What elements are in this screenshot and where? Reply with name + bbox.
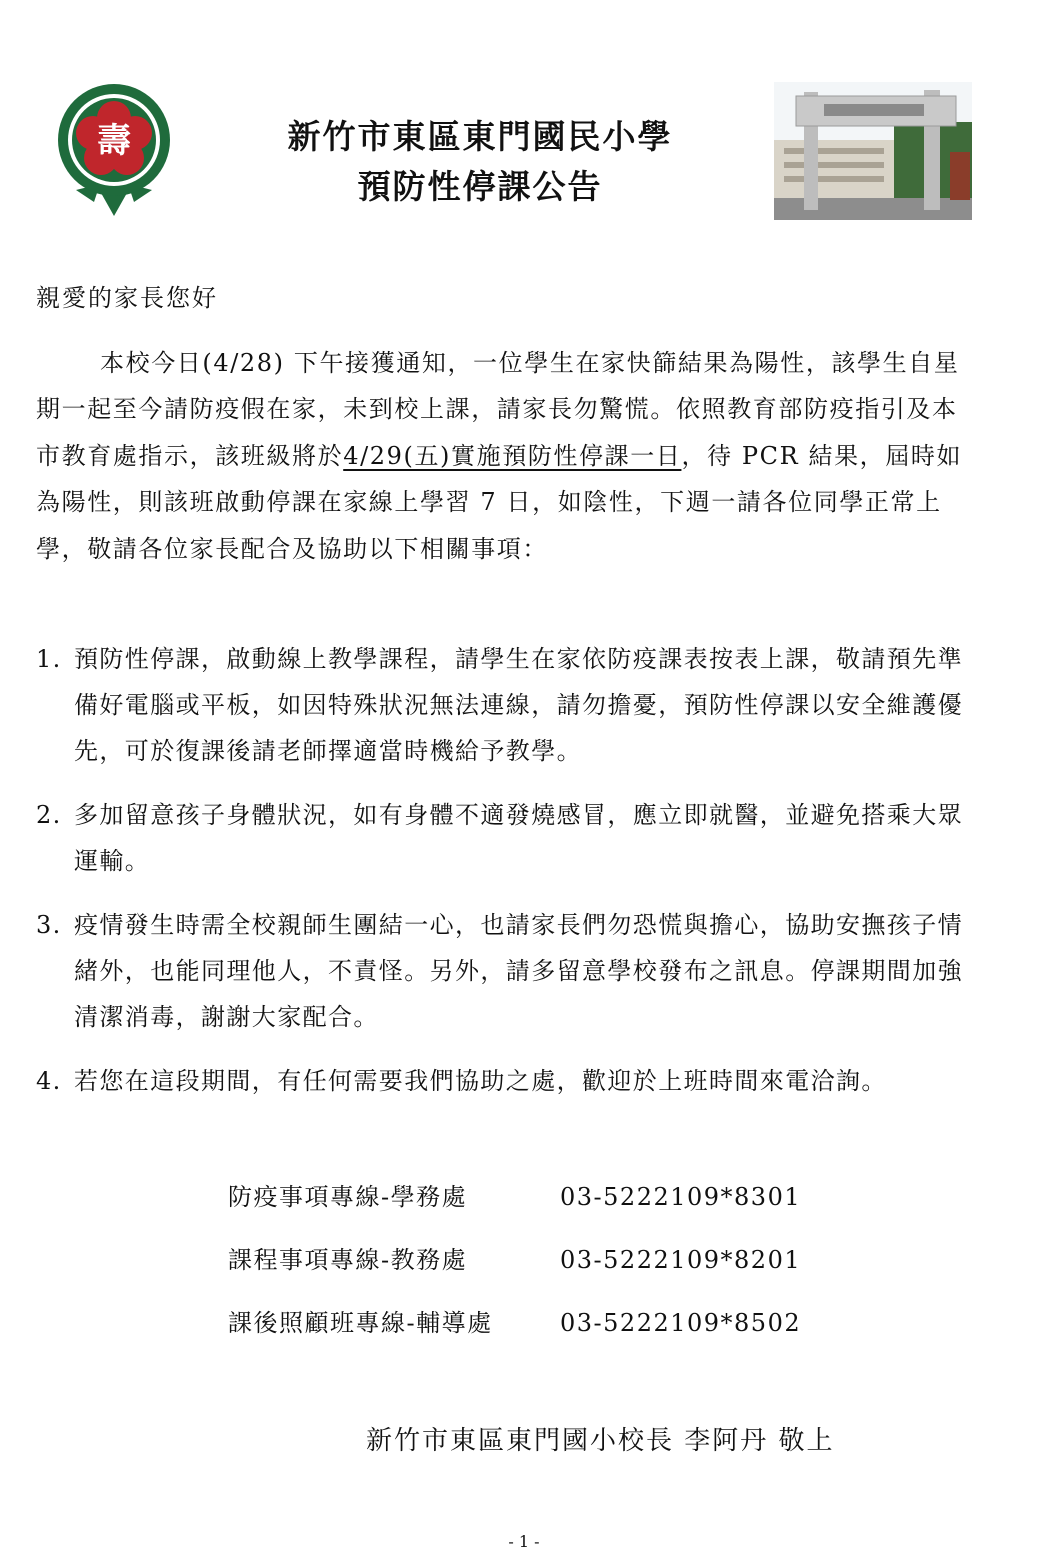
item-text: 若您在這段期間，有任何需要我們協助之處，歡迎於上班時間來電洽詢。 [74,1067,887,1095]
principal-signature: 新竹市東區東門國小校長 李阿丹 敬上 [366,1426,835,1456]
paragraph-text-1: 本校今日(4/28) 下午接獲通知，一位學生在家快篩結果為陽性，該學生自星期一起至今請防疫假在家，未到校上課，請家長勿驚慌。依照教育部防疫指引及本市教育處指示，該班級將於 [36,349,960,470]
instruction-list [36,636,980,1122]
item-text: 多加留意孩子身體狀況，如有身體不適發燒感冒，應立即就醫，並避免搭乘大眾運輸。 [74,801,963,875]
page-number: - 1 - [508,1532,540,1551]
contact-row [228,1166,801,1229]
contact-phone: 03-5222109*8201 [560,1246,802,1274]
list-item [36,1058,980,1104]
item-number: 1. [36,645,62,673]
underlined-date-text: 4/29(五)實施預防性停課一日 [343,441,682,470]
contact-row [228,1229,801,1292]
item-text: 預防性停課，啟動線上教學課程，請學生在家依防疫課表按表上課，敬請預先準備好電腦或平板，如因特殊狀況無法連線，請勿擔憂，預防性停課以安全維護優先，可於復課後請老師擇適當時機給予教學。 [74,645,963,765]
school-logo [56,80,172,218]
list-item [36,792,980,884]
title-block [180,112,780,212]
item-number: 4. [36,1067,62,1095]
contact-list [228,1166,801,1355]
contact-label: 防疫事項專線-學務處 [228,1183,468,1211]
item-number: 2. [36,801,62,829]
list-item [36,636,980,774]
contact-label: 課程事項專線-教務處 [228,1246,468,1274]
school-name-title: 新竹市東區東門國民小學 [287,117,673,156]
notice-paragraph [36,340,980,572]
item-number: 3. [36,911,62,939]
logo-glyph: 壽 [97,121,131,161]
contact-row [228,1292,801,1355]
notice-title: 預防性停課公告 [357,167,603,206]
school-gate-photo [774,82,972,220]
paragraph-text-2: ，待 PCR 結果，屆時如為陽性，則該班啟動停課在家線上學習 7 日，如陰性，下週一請各位同學正常上學，敬請各位家長配合及協助以下相關事項： [36,441,963,563]
contact-label: 課後照顧班專線-輔導處 [228,1309,493,1337]
list-item [36,902,980,1040]
greeting: 親愛的家長您好 [36,284,218,312]
contact-phone: 03-5222109*8301 [560,1183,802,1211]
contact-phone: 03-5222109*8502 [560,1309,802,1337]
item-text: 疫情發生時需全校親師生團結一心，也請家長們勿恐慌與擔心，協助安撫孩子情緒外，也能同理他人，不責怪。另外，請多留意學校發布之訊息。停課期間加強清潔消毒，謝謝大家配合。 [74,911,963,1031]
